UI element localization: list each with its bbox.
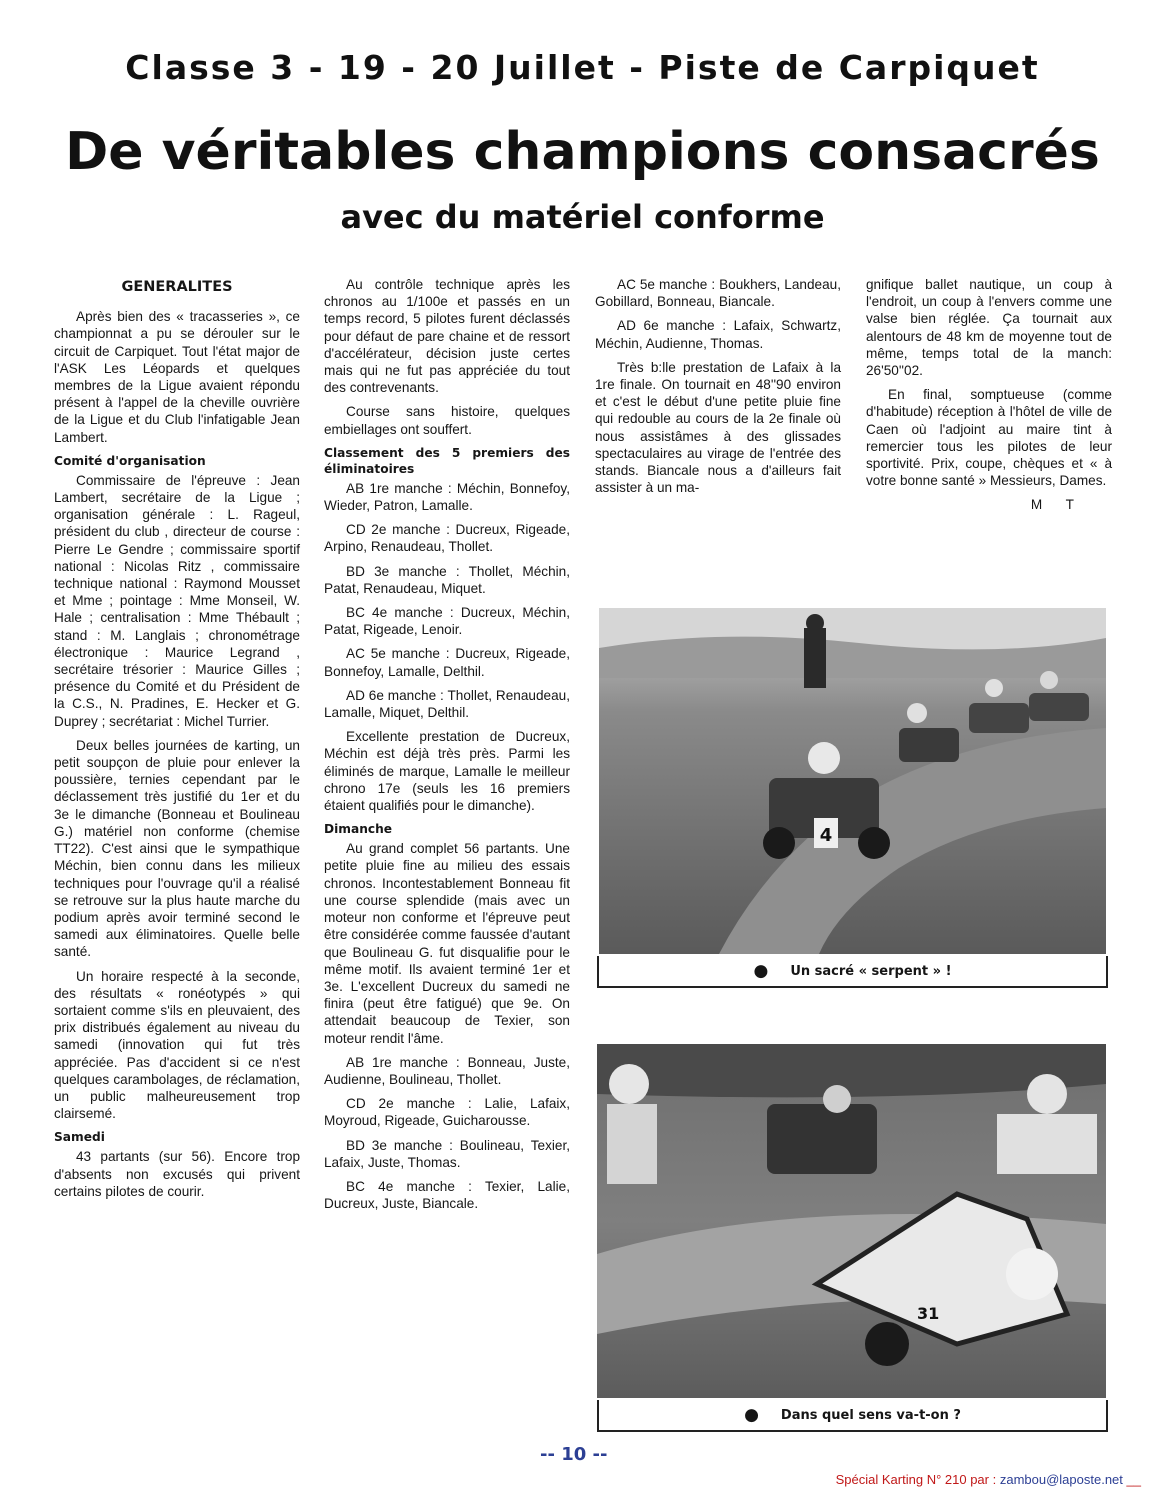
- caption-text: Un sacré « serpent » !: [790, 963, 952, 979]
- photo-caption-2: [597, 1400, 1108, 1432]
- caption-text: Dans quel sens va-t-on ?: [780, 1407, 961, 1423]
- article-title: De véritables champions consacrés: [65, 122, 1100, 182]
- kart-number: 31: [917, 1304, 940, 1323]
- paragraph: Au grand complet 56 partants. Une petite pluie fine au milieu des essais chronos. Incontestablement Bonneau fit une course splendide (mais avec un moteur non conforme et l'épreuve peut être considérée comme faussée d'autant que Boulineau G. fut disqualifie pour le même motif. Ils avaient terminé 1er et 3e. L'excellent Ducreux du samedi ne finira (peut être fatigué) que 9e. On attendait beaucoup de Texier, son moteur rendit l'âme.: [324, 841, 570, 1046]
- paragraph: En final, somptueuse (comme d'habitude) réception à l'hôtel de ville de Caen où l'adjoint au maire tint à remercier tous les pilotes de leur sportivité. Prix, coupe, chèques et « à votre bonne santé » Messieurs, Dames.: [866, 387, 1112, 489]
- page-number: -- 10 --: [540, 1444, 608, 1465]
- section-heading-classement: Classement des 5 premiers des éliminatoires: [324, 445, 570, 476]
- paragraph: Après bien des « tracasseries », ce championnat a pu se dérouler sur le circuit de Carpiquet. Tout l'état major de l'ASK Les Léopards et quelques membres de la Ligue avaient répondu présent à l'appel de la cheville ouvrière de la Ligue et du Club l'infatigable Jean Lambert.: [54, 309, 300, 445]
- result-line: AD 6e manche : Lafaix, Schwartz, Méchin, Audienne, Thomas.: [595, 318, 841, 351]
- footer-email[interactable]: zambou@laposte.net: [999, 1472, 1123, 1487]
- section-heading-dimanche: Dimanche: [324, 822, 393, 837]
- paragraph: gnifique ballet nautique, un coup à l'endroit, un coup à l'envers comme une valse bien réglée. Ça tournait aux alentours de 48 km de moyenne tout de même, temps total de la manch: 26'50''02.: [866, 277, 1112, 379]
- footer-tail: __: [1126, 1472, 1141, 1487]
- text-column-2: [324, 276, 570, 1219]
- paragraph: Deux belles journées de karting, un petit soupçon de pluie pour enlever la poussière, ternies cependant par le déclassement très justifié du 1er et du 3e le dimanche (Bonneau et Boulineau G.) matériel non conforme (chemise TT22). C'est ainsi que le sympathique Méchin, bien connu dans les milieux techniques pour l'ouvrage qu'il a réalisé se retrouve sur la plus haute marche du podium après avoir terminé second le samedi aux éliminatoires. Quelle belle santé.: [54, 737, 300, 960]
- section-heading-comite: Comité d'organisation: [54, 453, 206, 468]
- footer-credit: [836, 1472, 1141, 1487]
- result-line: AD 6e manche : Thollet, Renaudeau, Lamalle, Miquet, Delthil.: [324, 687, 570, 721]
- footer-text: Spécial Karting N° 210 par :: [835, 1472, 997, 1487]
- result-line: BC 4e manche : Ducreux, Méchin, Patat, Rigeade, Lenoir.: [324, 605, 570, 638]
- section-heading-samedi: Samedi: [54, 1130, 105, 1145]
- article-subtitle: avec du matériel conforme: [340, 198, 825, 236]
- paragraph: Un horaire respecté à la seconde, des résultats « ronéotypés » qui sortaient comme s'ils en pleuvaient, des prix distribués également au niveau du samedi (innovation qui fut très appréciée. Pas d'accident si ce n'est quelques carambolages, de réclamation, un public malheureusement trop clairsemé.: [54, 968, 300, 1122]
- result-line: AC 5e manche : Ducreux, Rigeade, Bonnefoy, Lamalle, Delthil.: [324, 646, 570, 679]
- result-line: BD 3e manche : Thollet, Méchin, Patat, Renaudeau, Miquet.: [324, 563, 570, 596]
- result-line: BC 4e manche : Texier, Lalie, Ducreux, Juste, Biancale.: [324, 1178, 570, 1212]
- result-line: AC 5e manche : Boukhers, Landeau, Gobillard, Bonneau, Biancale.: [595, 277, 841, 310]
- result-line: AB 1re manche : Méchin, Bonnefoy, Wieder, Patron, Lamalle.: [324, 480, 570, 514]
- paragraph: Excellente prestation de Ducreux, Méchin est déjà très près. Parmi les éliminés de marque, Lamalle le meilleur chrono 17e (seuls les 16 premiers étaient qualifiés pour le dimanche).: [324, 729, 570, 814]
- paragraph: 43 partants (sur 56). Encore trop d'absents non excusés qui privent certains pilotes de courir.: [54, 1149, 300, 1199]
- rubric-header: Classe 3 - 19 - 20 Juillet - Piste de Carpiquet: [125, 48, 1040, 87]
- text-column-1: [54, 276, 300, 1207]
- paragraph: Très b:lle prestation de Lafaix à la 1re finale. On tournait en 48''90 environ et c'est le début d'une petite pluie fine qui redouble au cours de la 2e finale où nous assistâmes à des glissades spectaculaires au virage de l'entrée des stands. Biancale nous a d'ailleurs fait assister à un ma-: [595, 359, 841, 496]
- photo-karts-carambolage: [597, 1044, 1106, 1398]
- text-column-3: [595, 276, 841, 503]
- paragraph: Commissaire de l'épreuve : Jean Lambert, secrétaire de la Ligue ; organisation générale : L. Rageul, président du club , directeur de course : Pierre Le Gendre ; commissaire sportif national : Nicolas Ritz , commissaire technique national : Raymond Mousset et Mme ; pointage : Mme Monseil, W. Hale ; centralisation : Mme Thébault ; stand : M. Langlais ; chronométrage électronique : Maurice Legrand , secrétaire trésorier : Maurice Gilles ; présence du Comité et du Président de la C.S., N. Pradines, E. Hecker et G. Duprey ; secrétariat : Michel Turrier.: [54, 472, 300, 729]
- photo-image: [597, 1044, 1106, 1398]
- section-heading-generalites: GENERALITES: [121, 279, 233, 295]
- author-signature: M T: [1030, 497, 1084, 513]
- paragraph: Course sans histoire, quelques embiellages ont souffert.: [324, 404, 570, 437]
- photo-image: [599, 608, 1106, 954]
- kart-number: 4: [819, 825, 833, 846]
- paragraph: Au contrôle technique après les chronos au 1/100e et passés en un temps record, 5 pilotes furent déclassés pour défaut de pare chaine et de ressort d'accélérateur, décision juste certes mais qui ne fut pas appréciée du tout des contrevenants.: [324, 277, 570, 396]
- result-line: CD 2e manche : Lalie, Lafaix, Moyroud, Rigeade, Guicharousse.: [324, 1096, 570, 1129]
- result-line: CD 2e manche : Ducreux, Rigeade, Arpino, Renaudeau, Thollet.: [324, 522, 570, 555]
- photo-caption-1: [597, 956, 1108, 988]
- bullet-icon: ●: [744, 1405, 759, 1425]
- result-line: BD 3e manche : Boulineau, Texier, Lafaix, Juste, Thomas.: [324, 1137, 570, 1170]
- text-column-4: [866, 276, 1112, 514]
- photo-karts-serpent: [599, 608, 1106, 954]
- result-line: AB 1re manche : Bonneau, Juste, Audienne, Boulineau, Thollet.: [324, 1054, 570, 1087]
- bullet-icon: ●: [753, 961, 769, 981]
